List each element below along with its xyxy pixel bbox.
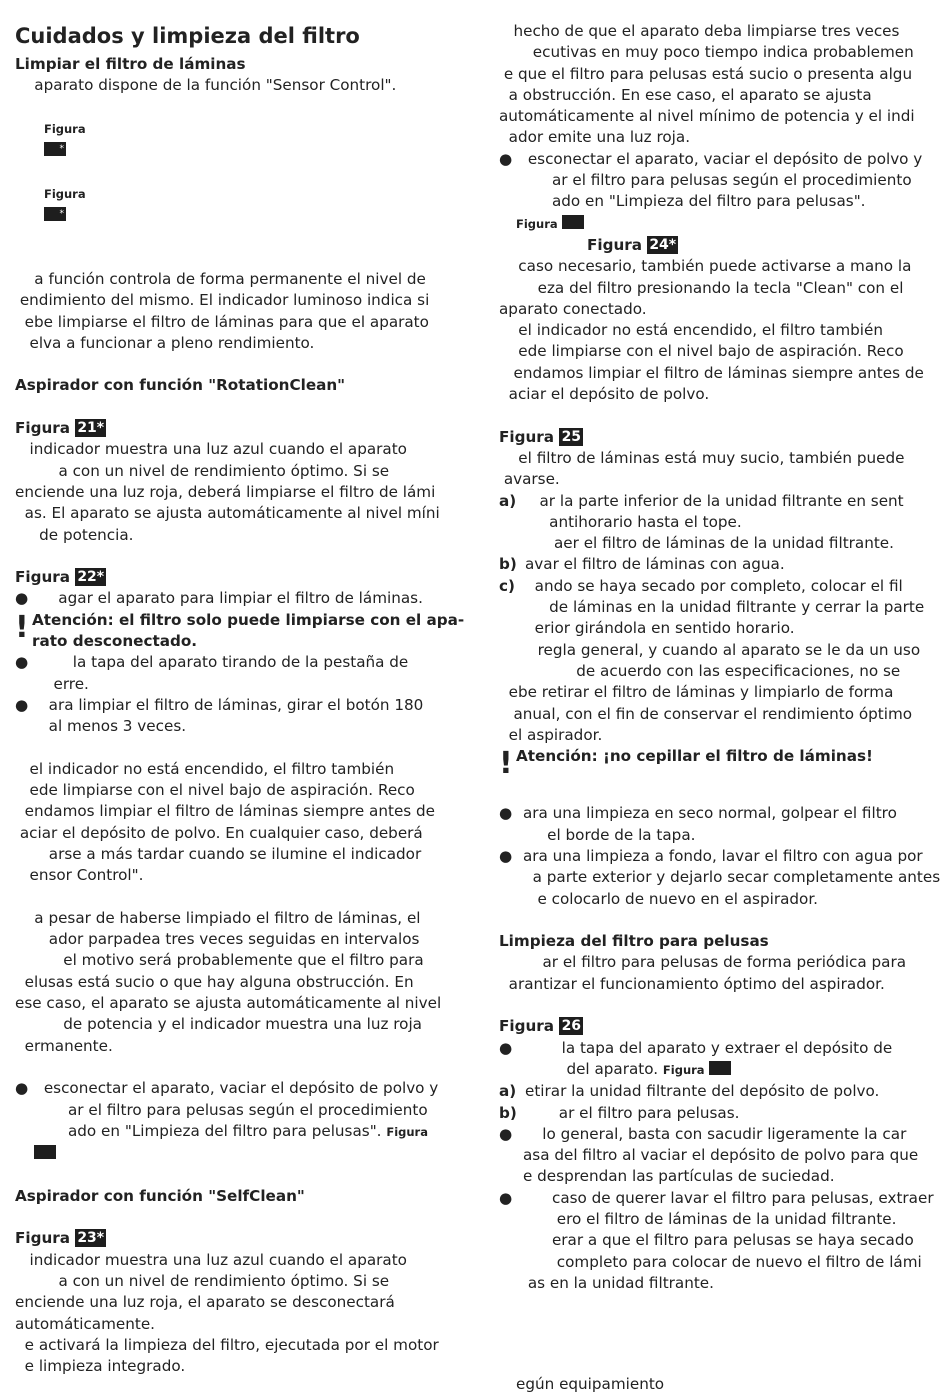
figure-image-icon xyxy=(34,1145,56,1159)
paragraph-sensor-control xyxy=(15,269,455,354)
figure-label: Figura xyxy=(386,1124,428,1139)
warning-notice xyxy=(499,746,939,782)
text-line: endimiento del mismo. El indicador luminoso indica si xyxy=(15,291,430,310)
section-heading-rotationclean: Aspirador con función "RotationClean" xyxy=(15,376,346,395)
text-line: erar a que el filtro para pelusas se haya secado xyxy=(523,1231,914,1250)
figure-21-ref: Figura 21* xyxy=(15,419,105,438)
text-line: e que el filtro para pelusas está sucio o presenta algu xyxy=(499,64,913,83)
text-line: erior girándola en sentido horario. xyxy=(525,619,795,638)
text-line: completo para colocar de nuevo el filtro de lámi xyxy=(523,1252,922,1271)
text-line: ecutivas en muy poco tiempo indica probablemen xyxy=(499,43,914,62)
text-line: a con un nivel de rendimiento óptimo. Si se xyxy=(15,1271,390,1290)
figure-25-ref: Figura 25 xyxy=(499,427,939,448)
left-column xyxy=(15,18,465,1377)
figure-number-badge: 22* xyxy=(77,569,105,586)
list-item xyxy=(15,652,455,695)
text-line: rato desconectado. xyxy=(32,632,198,651)
bullet-icon: ● xyxy=(499,1124,513,1143)
paragraph-very-dirty xyxy=(499,448,939,491)
text-line: ebe limpiarse el filtro de láminas para que el aparato xyxy=(15,312,429,331)
list-item xyxy=(499,1124,939,1188)
warning-exclamation-icon: ! xyxy=(499,746,513,782)
bullet-icon: ● xyxy=(499,804,513,823)
text-line: antihorario hasta el tope. xyxy=(525,512,742,531)
figure-refs xyxy=(15,97,455,248)
figure-label: Figura xyxy=(662,1062,705,1077)
text-line: anual, con el fin de conservar el rendimiento óptimo xyxy=(499,704,913,723)
figure-number-badge: 26 xyxy=(559,1017,583,1035)
figure-image-ref xyxy=(499,213,939,235)
text-line: lo general, basta con sacudir ligeramente la car xyxy=(523,1124,907,1143)
text-line: del aparato. Figura xyxy=(523,1059,892,1081)
text-line: e activará la limpieza del filtro, ejecutada por el motor xyxy=(15,1335,439,1354)
section-heading-pelusas: Limpieza del filtro para pelusas xyxy=(499,932,769,951)
text-line: de láminas en la unidad filtrante y cerrar la parte xyxy=(525,598,925,617)
right-column xyxy=(499,21,939,1294)
text-line: agar el aparato para limpiar el filtro de láminas. xyxy=(39,589,423,608)
figure-image-icon: * xyxy=(44,207,66,221)
figure-24-ref: Figura 24* xyxy=(587,235,677,254)
text-line: etirar la unidad filtrante del depósito de polvo. xyxy=(525,1082,880,1101)
paragraph-low-suction xyxy=(15,759,455,887)
text-line: Atención: el filtro solo puede limpiarse con el apa- xyxy=(32,610,465,629)
text-line: ar el filtro para pelusas según el procedimiento xyxy=(523,171,912,190)
text-line: aparato conectado. xyxy=(499,299,647,318)
text-line: esconectar el aparato, vaciar el depósito de polvo y xyxy=(39,1079,439,1098)
paragraph-general-rule xyxy=(499,640,939,746)
text-line: ara una limpieza a fondo, lavar el filtro con agua por xyxy=(523,846,923,865)
text-line: la tapa del aparato y extraer el depósito de xyxy=(523,1038,893,1057)
list-item xyxy=(15,695,455,738)
step-item: a) ar la parte inferior de la unidad filtrante en sent antihorario hasta el tope. aer el filtro de láminas de la unidad filtrante. xyxy=(499,491,939,555)
text-line: ede limpiarse con el nivel bajo de aspiración. Reco xyxy=(15,781,415,800)
text-line: elusas está sucio o que hay alguna obstrucción. En xyxy=(15,972,414,991)
bullet-icon: ● xyxy=(499,149,513,168)
text-line: a pesar de haberse limpiado el filtro de láminas, el xyxy=(15,908,421,927)
figure-number-badge: 25 xyxy=(559,428,583,446)
text-line: ero el filtro de láminas de la unidad filtrante. xyxy=(523,1210,897,1229)
bullet-icon: ● xyxy=(15,589,29,608)
figure-number-badge: 21* xyxy=(77,420,105,437)
warning-notice xyxy=(15,609,465,653)
text-line: ar el filtro para pelusas según el procedimiento xyxy=(39,1100,428,1119)
figure-image-icon xyxy=(709,1061,731,1075)
text-line: ador parpadea tres veces seguidas en intervalos xyxy=(15,930,420,949)
text-line: de potencia y el indicador muestra una luz roja xyxy=(15,1015,422,1034)
text-line: ara una limpieza en seco normal, golpear el filtro xyxy=(523,804,897,823)
bullet-icon: ● xyxy=(499,1188,513,1207)
list-item xyxy=(499,1038,939,1082)
text-line: e colocarlo de nuevo en el aspirador. xyxy=(523,889,818,908)
text-line: as en la unidad filtrante. xyxy=(523,1273,714,1292)
text-line: arse a más tardar cuando se ilumine el indicador xyxy=(15,844,422,863)
bullet-icon: ● xyxy=(15,653,29,672)
figure-22-ref: Figura 22* xyxy=(15,568,105,587)
text-line: el indicador no está encendido, el filtro también xyxy=(15,759,395,778)
figure-26-ref: Figura 26 xyxy=(499,1016,939,1037)
paragraph-line: aparato dispone de la función "Sensor Control". xyxy=(15,76,397,95)
text-line: la tapa del aparato tirando de la pestaña de xyxy=(39,653,409,672)
bullet-icon: ● xyxy=(15,1079,29,1098)
figure-number-badge: 24* xyxy=(649,236,677,253)
text-line: esconectar el aparato, vaciar el depósito de polvo y xyxy=(523,149,923,168)
step-item: b) ar el filtro para pelusas. xyxy=(499,1103,939,1124)
bullet-icon: ● xyxy=(499,846,513,865)
paragraph-clean-key xyxy=(499,256,939,405)
text-line: automáticamente. xyxy=(15,1314,156,1333)
text-line: endamos limpiar el filtro de láminas siempre antes de xyxy=(15,802,436,821)
text-line: ara limpiar el filtro de láminas, girar el botón 180 xyxy=(39,695,424,714)
text-line: endamos limpiar el filtro de láminas siempre antes de xyxy=(499,363,924,382)
text-line: caso de querer lavar el filtro para pelusas, extraer xyxy=(523,1188,934,1207)
text-line: el aspirador. xyxy=(499,725,603,744)
text-line: el filtro de láminas está muy sucio, también puede xyxy=(499,448,905,467)
text-line: elva a funcionar a pleno rendimiento. xyxy=(15,333,315,352)
text-line: aer el filtro de láminas de la unidad filtrante. xyxy=(525,534,894,553)
text-line: automáticamente al nivel mínimo de potencia y el indi xyxy=(499,107,915,126)
text-line: ar el filtro para pelusas. xyxy=(525,1103,740,1122)
text-line: enciende una luz roja, el aparato se desconectará xyxy=(15,1293,395,1312)
text-line: ador emite una luz roja. xyxy=(499,128,691,147)
text-line: ensor Control". xyxy=(15,866,144,885)
text-line: ar el filtro para pelusas de forma periódica para xyxy=(499,953,907,972)
text-line: a obstrucción. En ese caso, el aparato se ajusta xyxy=(499,85,872,104)
figure-number-badge: 23* xyxy=(77,1230,105,1247)
list-item xyxy=(499,149,939,213)
text-line: enciende una luz roja, deberá limpiarse el filtro de lámi xyxy=(15,482,436,501)
text-line: erre. xyxy=(39,674,89,693)
text-line: el indicador no está encendido, el filtro también xyxy=(499,321,883,340)
section-heading-laminas: Limpiar el filtro de láminas xyxy=(15,55,246,73)
figure-label: Figura xyxy=(516,216,558,231)
paragraph-selfclean xyxy=(15,1250,455,1378)
text-line: asa del filtro al vaciar el depósito de polvo para que xyxy=(523,1146,919,1165)
text-line: ermanente. xyxy=(15,1036,113,1055)
figure-label: Figura xyxy=(43,121,86,136)
text-line: a con un nivel de rendimiento óptimo. Si se xyxy=(15,461,390,480)
figure-23-ref: Figura 23* xyxy=(15,1229,105,1248)
text-line: ando se haya secado por completo, colocar el fil xyxy=(525,576,903,595)
step-item: a) etirar la unidad filtrante del depósito de polvo. xyxy=(499,1081,939,1102)
text-line: de acuerdo con las especificaciones, no se xyxy=(499,661,901,680)
text-line: ede limpiarse con el nivel bajo de aspiración. Reco xyxy=(499,342,904,361)
list-item xyxy=(499,846,939,910)
text-line: eza del filtro presionando la tecla "Clean" con el xyxy=(499,278,904,297)
paragraph-indicator-blue xyxy=(15,439,455,545)
list-item xyxy=(499,1188,939,1294)
text-line: aciar el depósito de polvo. En cualquier caso, deberá xyxy=(15,823,423,842)
text-line: caso necesario, también puede activarse a mano la xyxy=(499,257,912,276)
bullet-icon: ● xyxy=(499,1038,513,1057)
bullet-icon: ● xyxy=(15,695,29,714)
text-line: aciar el depósito de polvo. xyxy=(499,385,710,404)
text-line: ado en "Limpieza del filtro para pelusas". Figura xyxy=(39,1121,428,1140)
text-line: indicador muestra una luz azul cuando el aparato xyxy=(15,1250,407,1269)
list-item xyxy=(499,803,939,846)
footer-note: egún equipamiento xyxy=(516,1375,665,1393)
text-line: avarse. xyxy=(499,470,560,489)
text-line: el borde de la tapa. xyxy=(523,825,696,844)
text-line: e limpieza integrado. xyxy=(15,1357,186,1376)
warning-exclamation-icon: ! xyxy=(15,609,29,645)
figure-image-ref xyxy=(15,1143,455,1164)
text-line: avar el filtro de láminas con agua. xyxy=(525,555,785,574)
text-line: ese caso, el aparato se ajusta automáticamente al nivel xyxy=(15,994,442,1013)
text-line: ar la parte inferior de la unidad filtrante en sent xyxy=(525,491,904,510)
text-line: a función controla de forma permanente el nivel de xyxy=(15,269,426,288)
text-line: e desprendan las partículas de suciedad. xyxy=(523,1167,835,1186)
paragraph-blinking-indicator xyxy=(15,908,455,1057)
figure-label: Figura xyxy=(43,186,86,201)
step-item: c) ando se haya secado por completo, colocar el fil de láminas en la unidad filtrante y cerrar la parte erior girándola en sentido horario. xyxy=(499,576,939,640)
text-line: a parte exterior y dejarlo secar completamente antes xyxy=(523,868,941,887)
list-item xyxy=(15,588,455,609)
figure-image-icon: * xyxy=(44,142,66,156)
text-line: el motivo será probablemente que el filtro para xyxy=(15,951,424,970)
text-line: as. El aparato se ajusta automáticamente al nivel míni xyxy=(15,504,440,523)
text-line: hecho de que el aparato deba limpiarse tres veces xyxy=(499,22,900,40)
step-item: b) avar el filtro de láminas con agua. xyxy=(499,554,939,575)
text-line: Atención: ¡no cepillar el filtro de láminas! xyxy=(516,747,873,766)
text-line: indicador muestra una luz azul cuando el aparato xyxy=(15,440,407,459)
list-item xyxy=(15,1078,455,1143)
paragraph-periodic xyxy=(499,952,939,995)
text-line: al menos 3 veces. xyxy=(39,717,187,736)
section-heading-selfclean: Aspirador con función "SelfClean" xyxy=(15,1186,305,1205)
page-title: Cuidados y limpieza del filtro xyxy=(15,24,360,48)
figure-image-icon xyxy=(562,215,584,229)
text-line: ebe retirar el filtro de láminas y limpiarlo de forma xyxy=(499,683,894,702)
text-line: regla general, y cuando al aparato se le da un uso xyxy=(499,640,921,659)
text-line: de potencia. xyxy=(15,525,134,544)
text-line: ado en "Limpieza del filtro para pelusas". xyxy=(523,192,866,211)
text-line: arantizar el funcionamiento óptimo del aspirador. xyxy=(499,974,885,993)
paragraph-three-times xyxy=(499,21,939,149)
